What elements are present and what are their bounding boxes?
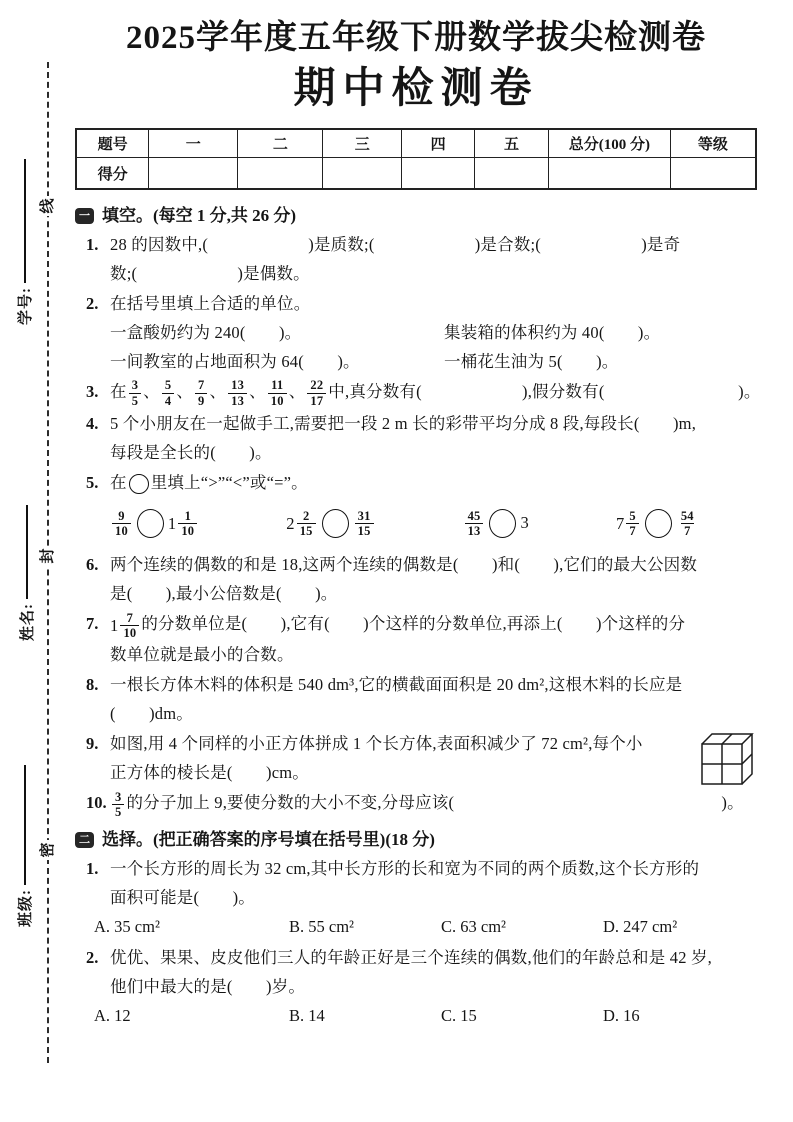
mixed-number: 2 $\frac{2}{15}$ [286,509,317,539]
question-column: 一桶花生油为 5( )。 [444,352,619,372]
fraction: $\frac{3}{5}$ [129,378,141,408]
question [75,943,757,1031]
question-number: 1. [86,235,99,255]
question-sections [75,203,761,1031]
class-blank-line [23,765,26,885]
name-field [15,481,37,641]
question [75,788,757,819]
page-subtitle: 期中检测卷 [293,65,539,112]
fraction: $\frac{5}{7}$ [626,509,638,539]
question-line: $\frac{3}{5}$ 的分子加上 9,要使分数的大小不变,分母应该( )。 [110,788,757,819]
question-line: 1 $\frac{7}{10}$ 的分数单位是( ),它有( )个这样的分数单位,再添上( )个这样的分 [110,610,686,640]
score-col-header: 等级 [670,129,756,158]
fraction: $\frac{7}{10}$ [120,611,139,641]
mixed-number: 1 $\frac{1}{10}$ [168,509,199,539]
compare-circle [645,509,672,538]
section-header [75,203,757,229]
comparison-item [110,508,199,539]
seal-char-mi: 密 [38,840,58,860]
choice-option: C. 15 [441,1006,477,1026]
question-number: 2. [86,948,99,968]
question-number: 7. [86,614,99,634]
question [75,409,757,467]
question-line: 如图,用 4 个同样的小正方体拼成 1 个长方体,表面积减少了 72 cm²,每个小 [110,734,643,754]
seal-char-feng: 封 [38,546,58,566]
question [75,550,757,608]
question-number: 6. [86,555,99,575]
fraction: $\frac{7}{9}$ [195,378,207,408]
cube-figure [697,731,755,792]
fraction: $\frac{9}{10}$ [112,509,131,539]
fraction: $\frac{11}{10}$ [268,378,287,408]
question-line: 是( ),最小公倍数是( )。 [110,584,338,604]
choice-option: C. 63 cm² [441,917,506,937]
choice-option: D. 247 cm² [603,917,678,937]
score-cell-empty [549,158,671,190]
question-line: 在 里填上“>”“<”或“=”。 [110,468,757,497]
paper-content [75,0,761,1031]
question-line: 面积可能是( )。 [110,888,255,908]
score-cell-empty [149,158,238,190]
score-cell-empty [474,158,548,190]
score-row-label: 得分 [76,158,149,190]
question-line: 一个长方形的周长为 32 cm,其中长方形的长和宽为不同的两个质数,这个长方形的 [110,859,700,879]
name-blank-line [25,505,28,599]
question [75,230,757,288]
question-column: 一间教室的占地面积为 64( )。 [110,352,360,372]
question-number: 9. [86,734,99,754]
question-line [110,318,757,347]
score-cell-empty [323,158,402,190]
choice-option: B. 14 [289,1006,325,1026]
fraction: $\frac{2}{15}$ [297,509,316,539]
question [75,729,757,787]
question-line: 正方体的棱长是( )cm。 [110,763,309,783]
choice-option: A. 35 cm² [94,917,160,937]
score-col-header: 五 [474,129,548,158]
question [75,468,757,549]
fraction: $\frac{31}{15}$ [355,509,374,539]
score-col-header: 三 [323,129,402,158]
section-title: 选择。 [102,830,153,850]
comparison-item [286,508,375,539]
fraction: $\frac{13}{13}$ [228,378,247,408]
question-line: 他们中最大的是( )岁。 [110,977,306,997]
comparison-item: $\frac{45}{13}$ 3 [463,508,529,539]
class-label: 班级: [17,889,34,927]
question-number: 2. [86,294,99,314]
question-line [94,1001,757,1031]
fraction: $\frac{45}{13}$ [465,509,484,539]
question-line: 在括号里填上合适的单位。 [110,294,311,314]
question-line: 一根长方体木料的体积是 540 dm³,它的横截面面积是 20 dm²,这根木料的长应是 [110,675,683,695]
question-line [110,347,757,376]
compare-circle [137,509,164,538]
score-col-header: 总分(100 分) [549,129,671,158]
compare-circle [489,509,516,538]
page-title: 2025学年度五年级下册数学拔尖检测卷 [126,20,706,56]
question-line: 5 个小朋友在一起做手工,需要把一段 2 m 长的彩带平均分成 8 段,每段长( )m, [110,414,697,434]
question-line: 28 的因数中,( )是质数;( )是合数;( )是奇 [110,235,681,255]
student-id-label: 学号: [17,287,34,325]
score-col-header: 二 [238,129,323,158]
question [75,854,757,942]
question-line: 数;( )是偶数。 [110,264,310,284]
fraction: $\frac{1}{10}$ [178,509,197,539]
question-line: 在 $\frac{3}{5}$ 、 $\frac{5}{4}$ 、 $\frac{7}{9}$ 、 $\frac{13}{13}$ 、 $\frac{11}{10}$ 、 $\frac{22}{17}$ 中,真分数有( ),假分数有( )。 [110,378,761,408]
fraction: $\frac{54}{7}$ [680,509,694,539]
question [75,609,757,669]
compare-circle [322,509,349,538]
question-number: 3. [86,382,99,402]
question [75,670,757,728]
name-label: 姓名: [19,603,36,641]
question-number: 4. [86,414,99,434]
section-number-badge: 一 [75,208,94,224]
mixed-number: 1 $\frac{7}{10}$ [110,611,141,641]
score-cell-empty [670,158,756,190]
score-cell-empty [238,158,323,190]
question-line: 数单位就是最小的合数。 [110,645,294,665]
score-col-header: 四 [402,129,475,158]
question-line: 优优、果果、皮皮他们三人的年龄正好是三个连续的偶数,他们的年龄总和是 42 岁, [110,948,712,968]
comparison-item [616,508,699,539]
choice-option: B. 55 cm² [289,917,354,937]
section-number-badge: 二 [75,832,94,848]
score-col-header: 一 [149,129,238,158]
question [75,289,757,376]
question-column: 一盒酸奶约为 240( )。 [110,323,302,343]
student-id-field [13,135,35,325]
class-field [13,737,35,927]
fraction: $\frac{3}{5}$ [112,790,124,820]
question-number: 10. [86,793,107,813]
section-note: (每空 1 分,共 26 分) [153,206,297,226]
score-table [75,128,757,190]
compare-circle [129,474,149,494]
question-line: 两个连续的偶数的和是 18,这两个连续的偶数是( )和( ),它们的最大公因数 [110,555,698,575]
student-id-blank-line [23,159,26,283]
question-number: 8. [86,675,99,695]
section-title: 填空。 [102,206,153,226]
score-cell-empty [402,158,475,190]
choice-option: A. 12 [94,1006,131,1026]
question-number: 1. [86,859,99,879]
question-line [110,497,699,549]
score-col-header: 题号 [76,129,149,158]
section-header [75,827,757,853]
mixed-number: 7 $\frac{5}{7}$ [616,509,641,539]
section-note: (把正确答案的序号填在括号里)(18 分) [153,830,435,850]
question [75,377,761,408]
choice-option: D. 16 [603,1006,640,1026]
question-line: 每段是全长的( )。 [110,443,272,463]
question-line: ( )dm。 [110,704,193,724]
fraction: $\frac{22}{17}$ [307,378,326,408]
fraction: $\frac{5}{4}$ [162,378,174,408]
question-line [94,912,757,942]
question-column: 集装箱的体积约为 40( )。 [444,323,661,343]
seal-char-line: 线 [38,196,58,216]
question-number: 5. [86,473,99,493]
